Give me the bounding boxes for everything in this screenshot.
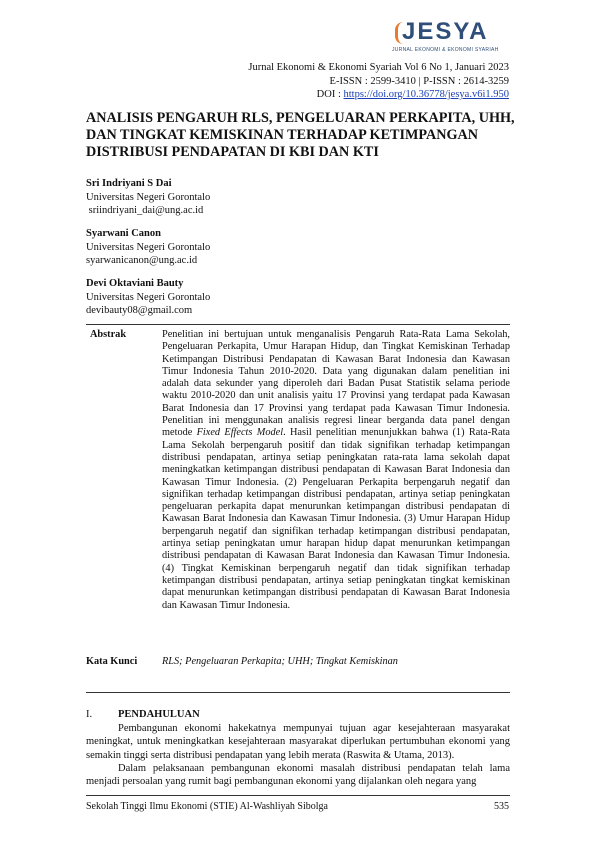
- logo-tagline: JURNAL EKONOMI & EKONOMI SYARIAH: [392, 47, 499, 53]
- abstract-text-part1: Penelitian ini bertujuan untuk menganalisis Pengaruh Rata-Rata Lama Sekolah, Pengeluaran Perkapita, Umur Harapan Hidup, dan Tingkat Kemiskinan Terhadap Ketimpangan Distribusi Pendapatan di Kawasan Barat Indonesia dan Kawasan Timur Indonesia Tahun 2010-2020. Data yang digunakan dalam penelitian ini adalah data sekunder yang diperoleh dari Badan Pusat Statistik selama periode waktu 2010-2020 dan unit analisis yaitu 17 Provinsi yang terdapat pada Kawasan Barat Indonesia dan 17 Provinsi yang terdapat pada Kawasan Timur Indonesia. Penelitian ini menggunakan analisis regresi linear berganda data panel dengan metode: [162, 329, 510, 439]
- section-number: I.: [86, 709, 93, 720]
- abstract-bottom-divider: [86, 692, 510, 693]
- abstract-label: Abstrak: [90, 329, 127, 340]
- abstract-section: [86, 324, 511, 611]
- journal-issn: E-ISSN : 2599-3410 | P-ISSN : 2614-3259: [329, 75, 509, 87]
- intro-paragraph-2: Dalam pelaksanaan pembangunan ekonomi masalah distribusi pendapatan telah lama menjadi persoalan yang rumit bagi pembangunan ekonomi yang dijalankan oleh negara yang: [86, 763, 510, 788]
- author-affiliation: Universitas Negeri Gorontalo: [86, 291, 211, 303]
- doi-link[interactable]: https://doi.org/10.36778/jesya.v6i1.950: [343, 89, 509, 100]
- doi-label: DOI :: [316, 89, 344, 100]
- author-name: Syarwani Canon: [86, 228, 161, 239]
- footer-page-number: 535: [494, 801, 509, 812]
- footer-divider: [86, 795, 510, 796]
- author-email: syarwanicanon@ung.ac.id: [86, 255, 198, 266]
- author-3: [86, 277, 210, 318]
- keywords-text: RLS; Pengeluaran Perkapita; UHH; Tingkat Kemiskinan: [162, 656, 398, 667]
- journal-info: [248, 61, 509, 102]
- author-1: [86, 177, 210, 218]
- author-name: Sri Indriyani S Dai: [86, 178, 172, 189]
- author-2: [86, 227, 210, 268]
- journal-volume: Jurnal Ekonomi & Ekonomi Syariah Vol 6 No 1, Januari 2023: [248, 62, 509, 73]
- logo-wordmark: JESYA: [402, 18, 489, 45]
- footer-institution: Sekolah Tinggi Ilmu Ekonomi (STIE) Al-Washliyah Sibolga: [86, 801, 328, 812]
- section-title: PENDAHULUAN: [118, 709, 200, 720]
- intro-paragraph-1: Pembangunan ekonomi hakekatnya mempunyai tujuan agar kesejahteraan masyarakat meningkat, untuk meningkatkan kesejahteraan masyarakat diperlukan pertumbuhan ekonomi yang semakin tinggi serta distribusi pendapatan yang lebih merata (Raswita & Utama, 2013).: [86, 723, 510, 761]
- abstract-method-name: Fixed Effects Model: [196, 427, 284, 439]
- keywords-label: Kata Kunci: [86, 656, 138, 667]
- author-email: devibauty08@gmail.com: [86, 305, 193, 316]
- journal-doi: [248, 88, 509, 102]
- abstract-text-part2: . Hasil penelitian menunjukkan bahwa (1) Rata-Rata Lama Sekolah berpengaruh positif dan tidak signifikan terhadap ketimpangan distribusi pendapatan, artinya setiap peningkatan rata-rata lama sekolah dapat meningkatkan ketimpangan distribusi pendapatan di Kawasan Barat Indonesia dan Kawasan Timur Indonesia. (2) Pengeluaran Perkapita berpengaruh negatif dan signifikan terhadap ketimpangan distribusi pendapatan, artinya setiap peningkatan pengeluaran perkapita dapat menurunkan ketimpangan distribusi pendapatan di Kawasan Barat Indonesia dan Kawasan Timur Indonesia. (3) Umur Harapan Hidup berpengaruh negatif dan signifikan terhadap ketimpangan distribusi pendapatan, artinya setiap peningkatan umur harapan hidup dapat menurunkan ketimpangan distribusi pendapatan di Kawasan Barat Indonesia dan Kawasan Timur Indonesia. (4) Tingkat Kemiskinan berpengaruh negatif dan tidak signifikan terhadap ketimpangan distribusi pendapatan, artinya setiap peningkatan tingkat kemiskinan dapat menurunkan ketimpangan distribusi pendapatan di Kawasan Barat Indonesia dan Kawasan Timur Indonesia.: [162, 427, 511, 611]
- author-affiliation: Universitas Negeri Gorontalo: [86, 191, 211, 203]
- abstract-text: [162, 329, 510, 612]
- paper-title: ANALISIS PENGARUH RLS, PENGELUARAN PERKAPITA, UHH, DAN TINGKAT KEMISKINAN TERHADAP KETIMPANGAN DISTRIBUSI PENDAPATAN DI KBI DAN KTI: [86, 110, 515, 160]
- journal-logo: [392, 18, 504, 58]
- author-affiliation: Universitas Negeri Gorontalo: [86, 241, 211, 253]
- author-email: sriindriyani_dai@ung.ac.id: [86, 205, 204, 216]
- author-name: Devi Oktaviani Bauty: [86, 278, 184, 289]
